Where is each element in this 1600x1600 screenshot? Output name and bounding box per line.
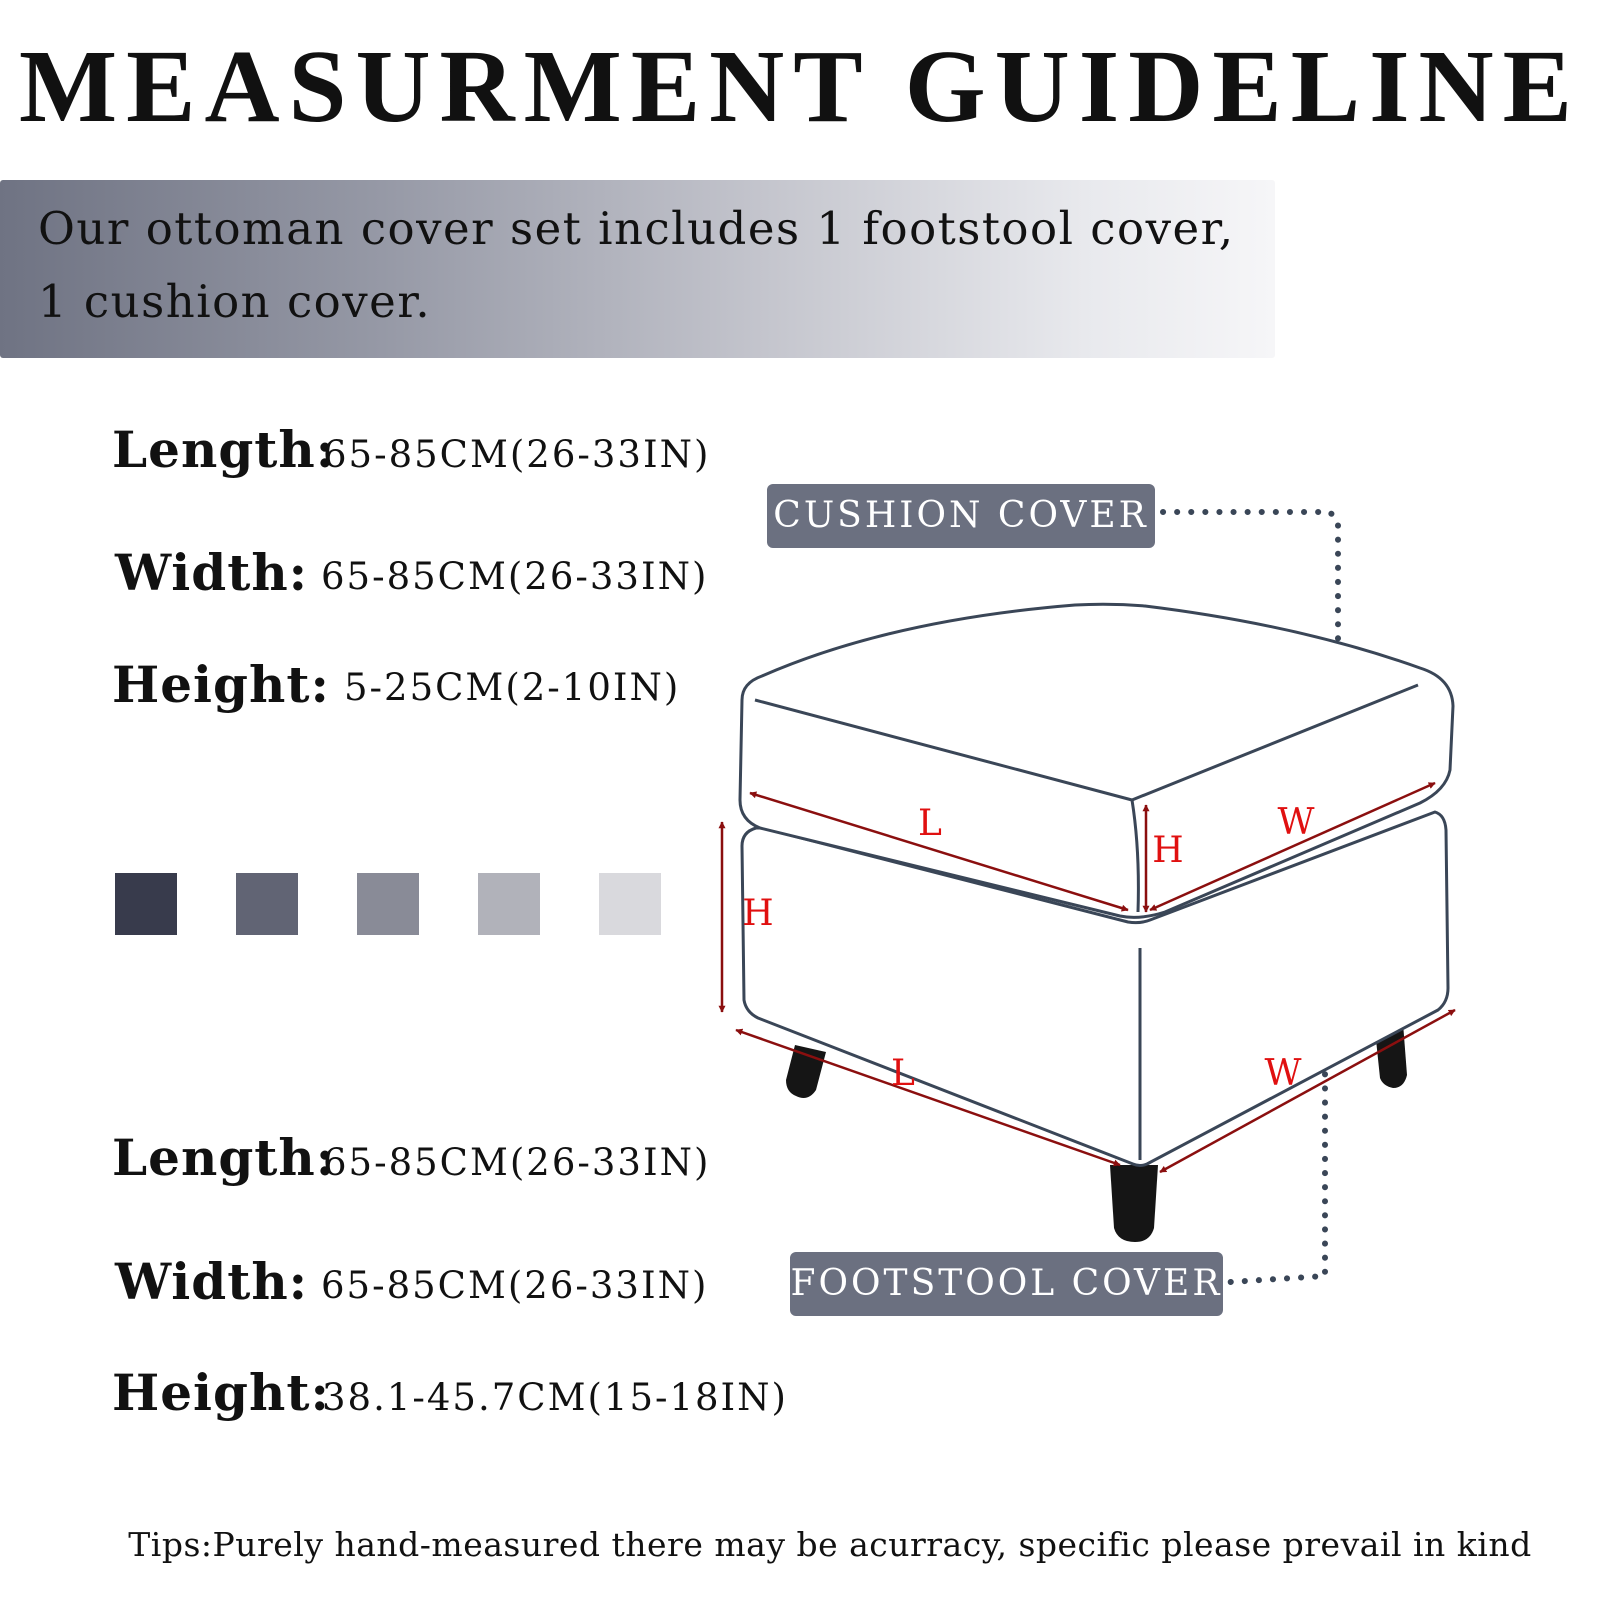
cushion-width-letter: W [1277, 802, 1315, 843]
cushion-width-value: 65-85CM(26-33IN) [321, 555, 709, 598]
footstool-length-label: Length: [112, 1128, 336, 1187]
cushion-width-label: Width: [115, 543, 309, 602]
base-length-letter: L [891, 1053, 915, 1094]
cushion-length-letter: L [918, 803, 942, 844]
tips-note: Tips:Purely hand-measured there may be acurracy, specific please prevail in kind [128, 1525, 1532, 1564]
footstool-width-value: 65-85CM(26-33IN) [321, 1264, 709, 1307]
cushion-height-label: Height: [112, 655, 330, 714]
footstool-cover-tag: FOOTSTOOL COVER [790, 1252, 1223, 1316]
footstool-height-value: 38.1-45.7CM(15-18IN) [322, 1376, 788, 1419]
cushion-length-value: 65-85CM(26-33IN) [323, 433, 711, 476]
page-title: MEASURMENT GUIDELINE [18, 29, 1582, 144]
cushion-cover-tag: CUSHION COVER [767, 484, 1155, 548]
base-width-letter: W [1264, 1053, 1302, 1094]
cushion-height-letter: H [1152, 830, 1184, 871]
footstool-width-label: Width: [115, 1252, 309, 1311]
footstool-length-value: 65-85CM(26-33IN) [323, 1141, 711, 1184]
base-height-letter: H [742, 893, 774, 934]
cushion-height-value: 5-25CM(2-10IN) [344, 666, 681, 709]
banner-line-2: 1 cushion cover. [38, 275, 432, 328]
footstool-height-label: Height: [112, 1363, 330, 1422]
cushion-length-label: Length: [112, 420, 336, 479]
banner-line-1: Our ottoman cover set includes 1 footstool cover, [38, 202, 1235, 255]
